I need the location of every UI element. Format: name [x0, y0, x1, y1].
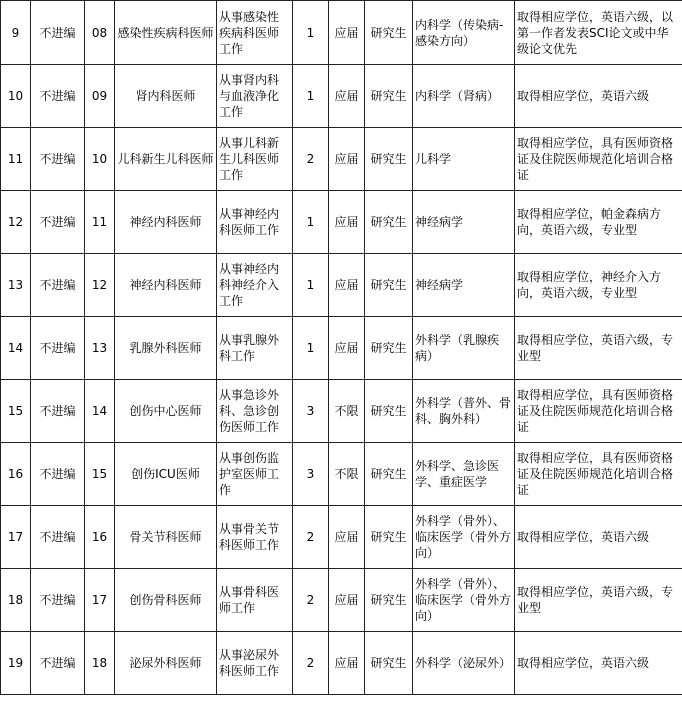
position-code-cell: 10 [85, 128, 115, 191]
requirement-cell: 取得相应学位，英语六级，专业型 [515, 317, 682, 380]
staffing-type-cell: 不进编 [31, 569, 85, 632]
major-cell: 内科学（传染病-感染方向） [413, 1, 515, 65]
position-name-cell: 泌尿外科医师 [115, 632, 217, 695]
table-row [1, 569, 682, 632]
table-row [1, 191, 682, 254]
requirement-cell: 取得相应学位，英语六级 [515, 632, 682, 695]
duty-cell: 从事骨关节科医师工作 [217, 506, 293, 569]
position-name-cell: 骨关节科医师 [115, 506, 217, 569]
position-code-cell: 12 [85, 254, 115, 317]
position-code-cell: 08 [85, 1, 115, 65]
row-number-cell: 10 [1, 65, 31, 128]
position-code-cell: 16 [85, 506, 115, 569]
table-row [1, 506, 682, 569]
education-cell: 研究生 [365, 317, 413, 380]
headcount-cell: 1 [293, 254, 329, 317]
graduate-type-cell: 不限 [329, 443, 365, 506]
requirement-cell: 取得相应学位，具有医师资格证及住院医师规范化培训合格证 [515, 128, 682, 191]
position-name-cell: 创伤骨科医师 [115, 569, 217, 632]
headcount-cell: 2 [293, 506, 329, 569]
requirement-cell: 取得相应学位，帕金森病方向，英语六级，专业型 [515, 191, 682, 254]
graduate-type-cell: 应届 [329, 317, 365, 380]
major-cell: 内科学（肾病） [413, 65, 515, 128]
major-cell: 外科学（泌尿外） [413, 632, 515, 695]
row-number-cell: 17 [1, 506, 31, 569]
staffing-type-cell: 不进编 [31, 317, 85, 380]
headcount-cell: 1 [293, 191, 329, 254]
graduate-type-cell: 应届 [329, 128, 365, 191]
table-row [1, 443, 682, 506]
headcount-cell: 3 [293, 380, 329, 443]
table-row [1, 1, 682, 65]
education-cell: 研究生 [365, 254, 413, 317]
requirement-cell: 取得相应学位，具有医师资格证及住院医师规范化培训合格证 [515, 380, 682, 443]
graduate-type-cell: 应届 [329, 632, 365, 695]
position-name-cell: 肾内科医师 [115, 65, 217, 128]
row-number-cell: 9 [1, 1, 31, 65]
major-cell: 儿科学 [413, 128, 515, 191]
table-row [1, 128, 682, 191]
row-number-cell: 11 [1, 128, 31, 191]
graduate-type-cell: 不限 [329, 380, 365, 443]
duty-cell: 从事乳腺外科工作 [217, 317, 293, 380]
headcount-cell: 2 [293, 569, 329, 632]
education-cell: 研究生 [365, 65, 413, 128]
row-number-cell: 18 [1, 569, 31, 632]
staffing-type-cell: 不进编 [31, 65, 85, 128]
graduate-type-cell: 应届 [329, 254, 365, 317]
staffing-type-cell: 不进编 [31, 191, 85, 254]
position-code-cell: 11 [85, 191, 115, 254]
duty-cell: 从事神经内科医师工作 [217, 191, 293, 254]
graduate-type-cell: 应届 [329, 65, 365, 128]
staffing-type-cell: 不进编 [31, 1, 85, 65]
education-cell: 研究生 [365, 632, 413, 695]
duty-cell: 从事泌尿外科医师工作 [217, 632, 293, 695]
row-number-cell: 14 [1, 317, 31, 380]
duty-cell: 从事肾内科与血液净化工作 [217, 65, 293, 128]
headcount-cell: 1 [293, 65, 329, 128]
staffing-type-cell: 不进编 [31, 443, 85, 506]
duty-cell: 从事感染性疾病科医师工作 [217, 1, 293, 65]
position-code-cell: 18 [85, 632, 115, 695]
major-cell: 外科学（骨外）、临床医学（骨外方向） [413, 506, 515, 569]
education-cell: 研究生 [365, 506, 413, 569]
requirement-cell: 取得相应学位，英语六级，专业型 [515, 569, 682, 632]
position-name-cell: 创伤ICU医师 [115, 443, 217, 506]
position-name-cell: 乳腺外科医师 [115, 317, 217, 380]
position-code-cell: 09 [85, 65, 115, 128]
row-number-cell: 16 [1, 443, 31, 506]
position-code-cell: 14 [85, 380, 115, 443]
major-cell: 外科学（乳腺疾病） [413, 317, 515, 380]
duty-cell: 从事神经内科神经介入工作 [217, 254, 293, 317]
requirement-cell: 取得相应学位，英语六级 [515, 65, 682, 128]
requirement-cell: 取得相应学位，神经介入方向，英语六级，专业型 [515, 254, 682, 317]
education-cell: 研究生 [365, 443, 413, 506]
graduate-type-cell: 应届 [329, 1, 365, 65]
headcount-cell: 3 [293, 443, 329, 506]
major-cell: 外科学（骨外）、临床医学（骨外方向） [413, 569, 515, 632]
staffing-type-cell: 不进编 [31, 506, 85, 569]
staffing-type-cell: 不进编 [31, 128, 85, 191]
major-cell: 神经病学 [413, 254, 515, 317]
table-row [1, 65, 682, 128]
major-cell: 外科学、急诊医学、重症医学 [413, 443, 515, 506]
headcount-cell: 1 [293, 1, 329, 65]
table-row [1, 632, 682, 695]
education-cell: 研究生 [365, 380, 413, 443]
education-cell: 研究生 [365, 191, 413, 254]
table-body [1, 1, 682, 695]
major-cell: 神经病学 [413, 191, 515, 254]
table-row [1, 380, 682, 443]
row-number-cell: 12 [1, 191, 31, 254]
requirement-cell: 取得相应学位，具有医师资格证及住院医师规范化培训合格证 [515, 443, 682, 506]
staffing-type-cell: 不进编 [31, 632, 85, 695]
staffing-type-cell: 不进编 [31, 380, 85, 443]
row-number-cell: 15 [1, 380, 31, 443]
table-row [1, 317, 682, 380]
position-name-cell: 感染性疾病科医师 [115, 1, 217, 65]
requirement-cell: 取得相应学位，英语六级 [515, 506, 682, 569]
table-row [1, 254, 682, 317]
education-cell: 研究生 [365, 128, 413, 191]
headcount-cell: 1 [293, 317, 329, 380]
staffing-type-cell: 不进编 [31, 254, 85, 317]
requirement-cell: 取得相应学位，英语六级，以第一作者发表SCI论文或中华级论文优先 [515, 1, 682, 65]
duty-cell: 从事急诊外科、急诊创伤医师工作 [217, 380, 293, 443]
headcount-cell: 2 [293, 128, 329, 191]
duty-cell: 从事创伤监护室医师工作 [217, 443, 293, 506]
graduate-type-cell: 应届 [329, 191, 365, 254]
position-code-cell: 15 [85, 443, 115, 506]
education-cell: 研究生 [365, 569, 413, 632]
position-name-cell: 神经内科医师 [115, 191, 217, 254]
duty-cell: 从事儿科新生儿科医师工作 [217, 128, 293, 191]
major-cell: 外科学（普外、骨科、胸外科） [413, 380, 515, 443]
row-number-cell: 19 [1, 632, 31, 695]
graduate-type-cell: 应届 [329, 506, 365, 569]
education-cell: 研究生 [365, 1, 413, 65]
position-name-cell: 创伤中心医师 [115, 380, 217, 443]
headcount-cell: 2 [293, 632, 329, 695]
row-number-cell: 13 [1, 254, 31, 317]
position-code-cell: 13 [85, 317, 115, 380]
position-code-cell: 17 [85, 569, 115, 632]
graduate-type-cell: 应届 [329, 569, 365, 632]
duty-cell: 从事骨科医师工作 [217, 569, 293, 632]
position-name-cell: 神经内科医师 [115, 254, 217, 317]
position-name-cell: 儿科新生儿科医师 [115, 128, 217, 191]
